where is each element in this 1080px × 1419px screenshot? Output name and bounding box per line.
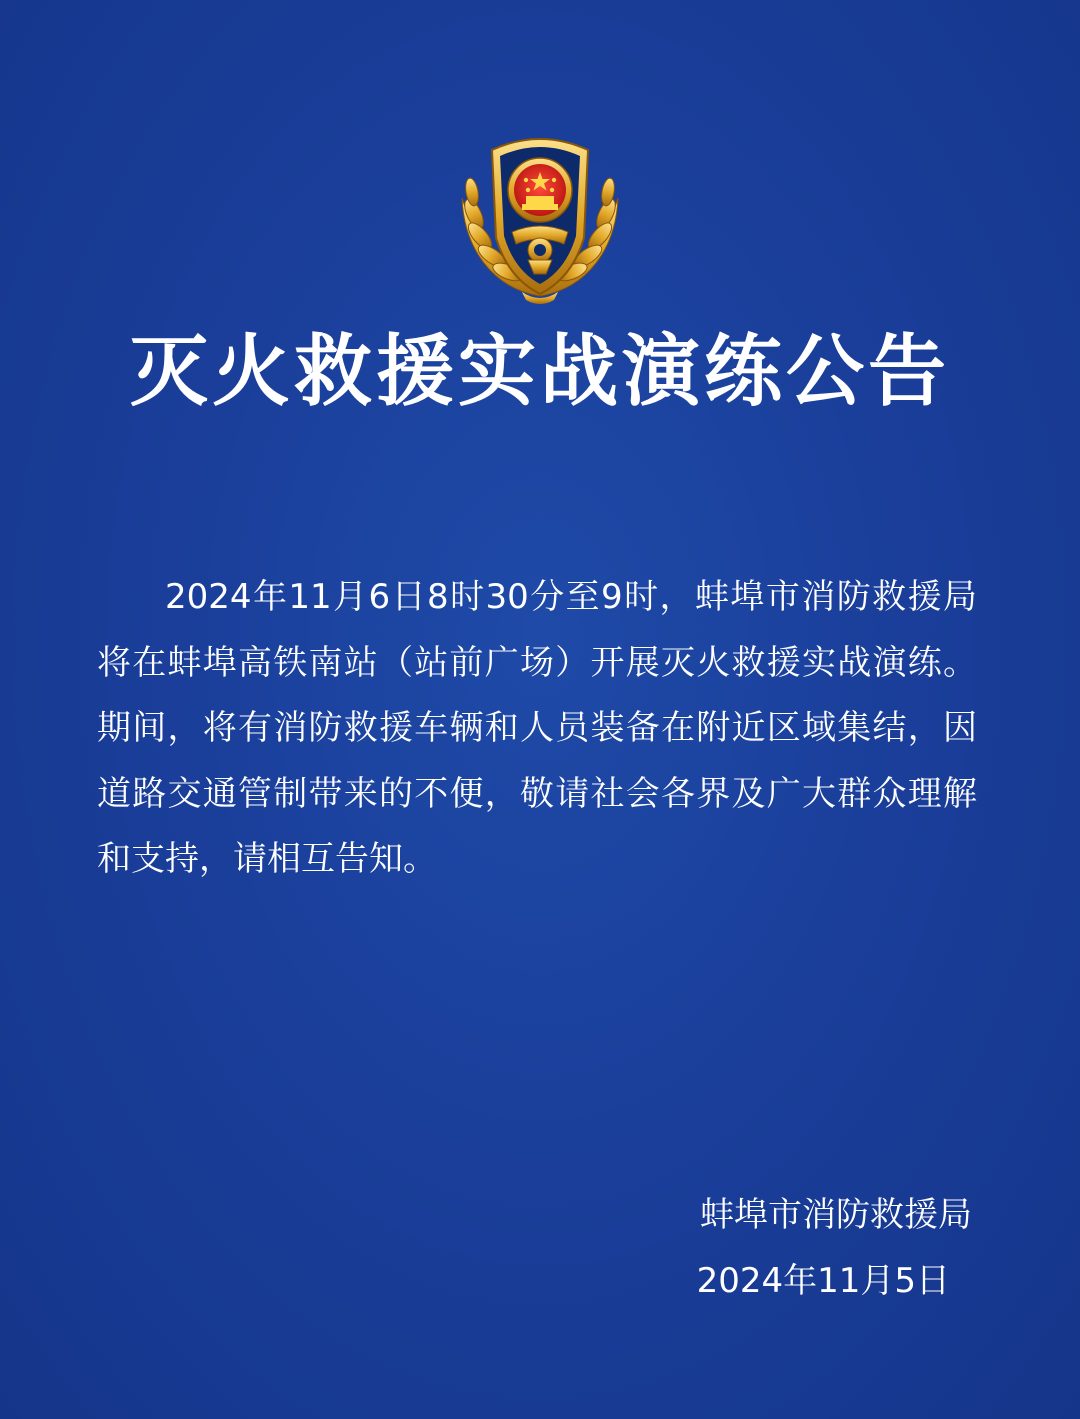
page-title: 灭火救援实战演练公告	[129, 327, 950, 417]
signature-date: 2024年11月5日	[696, 1261, 950, 1301]
signature-block	[697, 1182, 972, 1314]
signature-organization: 蚌埠市消防救援局	[700, 1195, 972, 1235]
announcement-body: 2024年11月6日8时30分至9时，蚌埠市消防救援局将在蚌埠高铁南站（站前广场）开展灭火救援实战演练。期间，将有消防救援车辆和人员装备在附近区域集结，因道路交通管制带来的不便，敬请社会各界及广大群众理解和支持，请相互告知。	[97, 577, 977, 879]
fire-rescue-emblem-icon	[452, 128, 628, 308]
